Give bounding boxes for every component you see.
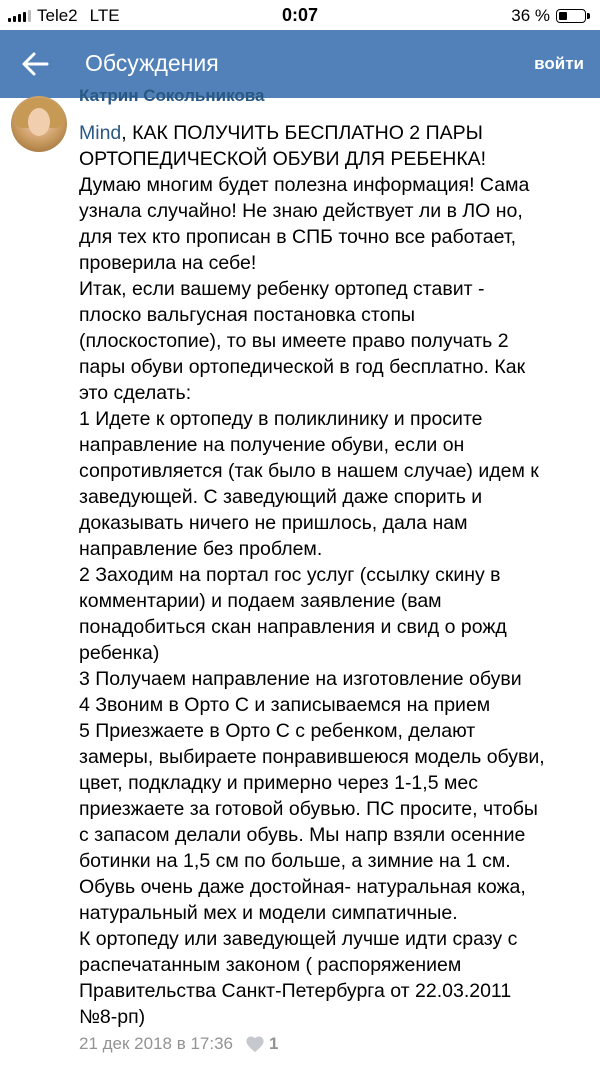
post-text-line: Думаю многим будет полезна информация! Сама	[79, 174, 530, 196]
post-meta	[79, 1034, 278, 1054]
post-text-line: пары обуви ортопедической в год бесплатно. Как	[79, 356, 526, 378]
post-text-line: проверила на себе!	[79, 252, 257, 274]
clock: 0:07	[281, 5, 319, 25]
page-title: Обсуждения	[85, 50, 219, 76]
post-text-line: ботинки на 1,5 см по больше, а зимние на 1 см.	[79, 850, 511, 872]
post-text-line: 3 Получаем направление на изготовление обуви	[79, 668, 522, 690]
post-text-line: понадобиться скан направления и свид о рожд	[79, 616, 507, 638]
post-text-line: направление без проблем.	[79, 538, 323, 560]
carrier-name: Tele2	[37, 6, 78, 25]
status-bar	[0, 0, 600, 30]
post-first-line: Mind, КАК ПОЛУЧИТЬ БЕСПЛАТНО 2 ПАРЫ	[79, 122, 483, 144]
post-text-line: 5 Приезжаете в Орто С с ребенком, делают	[79, 720, 476, 742]
post-text-line: ребенка)	[79, 642, 160, 664]
post-text-line: для тех кто прописан в СПБ точно все работает,	[79, 226, 517, 248]
post-text-line: комментарии) и подаем заявление (вам	[79, 590, 442, 612]
post-text-line: №8-рп)	[79, 1006, 146, 1028]
post-body	[79, 146, 589, 1030]
like-count: 1	[269, 1034, 279, 1053]
author-name[interactable]: Катрин Сокольникова	[79, 86, 265, 105]
battery-percent: 36 %	[511, 6, 550, 25]
network-type: LTE	[89, 6, 120, 25]
post-text-line: доказывать ничего не пришлось, дала нам	[79, 512, 468, 534]
post-text-line: 2 Заходим на портал гос услуг (ссылку скину в	[79, 564, 501, 586]
post-text-line: плоско вальгусная постановка стопы	[79, 304, 416, 326]
post-text-line: ОРТОПЕДИЧЕСКОЙ ОБУВИ ДЛЯ РЕБЕНКА!	[79, 148, 487, 170]
post-text-line: заведующей. С заведующий даже спорить и	[79, 486, 483, 508]
battery-icon	[556, 9, 586, 23]
post-text-line: направление на получение обуви, если он	[79, 434, 465, 456]
status-right	[511, 6, 586, 26]
like-button[interactable]	[245, 1034, 278, 1054]
post-text-line: К ортопеду или заведующей лучше идти сразу с	[79, 928, 518, 950]
post-text-line: приезжаете за готовой обувью. ПС просите, чтобы	[79, 798, 538, 820]
post-text-line: сопротивляется (так было в нашем случае) идем к	[79, 460, 539, 482]
post-text-line: Правительства Санкт-Петербурга от 22.03.2011	[79, 980, 512, 1002]
mention-link[interactable]: Mind	[79, 122, 122, 144]
post-date[interactable]: 21 дек 2018 в 17:36	[79, 1034, 234, 1053]
post-text-line: с запасом делали обувь. Мы напр взяли осенние	[79, 824, 526, 846]
post-text-line: 1 Идете к ортопеду в поликлинику и просите	[79, 408, 483, 430]
post-text-line: 4 Звоним в Орто С и записываемся на прием	[79, 694, 491, 716]
post-text-line: замеры, выбираете понравившеюся модель обуви,	[79, 746, 545, 768]
back-button[interactable]	[18, 48, 52, 80]
login-button[interactable]: войти	[534, 54, 584, 73]
post-text-line: Итак, если вашему ребенку ортопед ставит -	[79, 278, 485, 300]
heart-icon	[245, 1035, 265, 1053]
post-text-line: Обувь очень даже достойная- натуральная кожа,	[79, 876, 526, 898]
arrow-left-icon	[21, 52, 49, 76]
post-text-line: распечатанным законом ( распоряжением	[79, 954, 462, 976]
post-text-line: это сделать:	[79, 382, 192, 404]
avatar[interactable]	[11, 96, 67, 152]
post-text	[79, 120, 589, 1030]
post-text-line: (плоскостопие), то вы имеете право получать 2	[79, 330, 509, 352]
post-text-line: узнала случайно! Не знаю действует ли в ЛО но,	[79, 200, 523, 222]
post-text-line: цвет, подкладку и примерно через 1-1,5 мес	[79, 772, 478, 794]
discussion-post	[0, 86, 600, 1066]
post-text-line: натуральный мех и модели симпатичные.	[79, 902, 458, 924]
